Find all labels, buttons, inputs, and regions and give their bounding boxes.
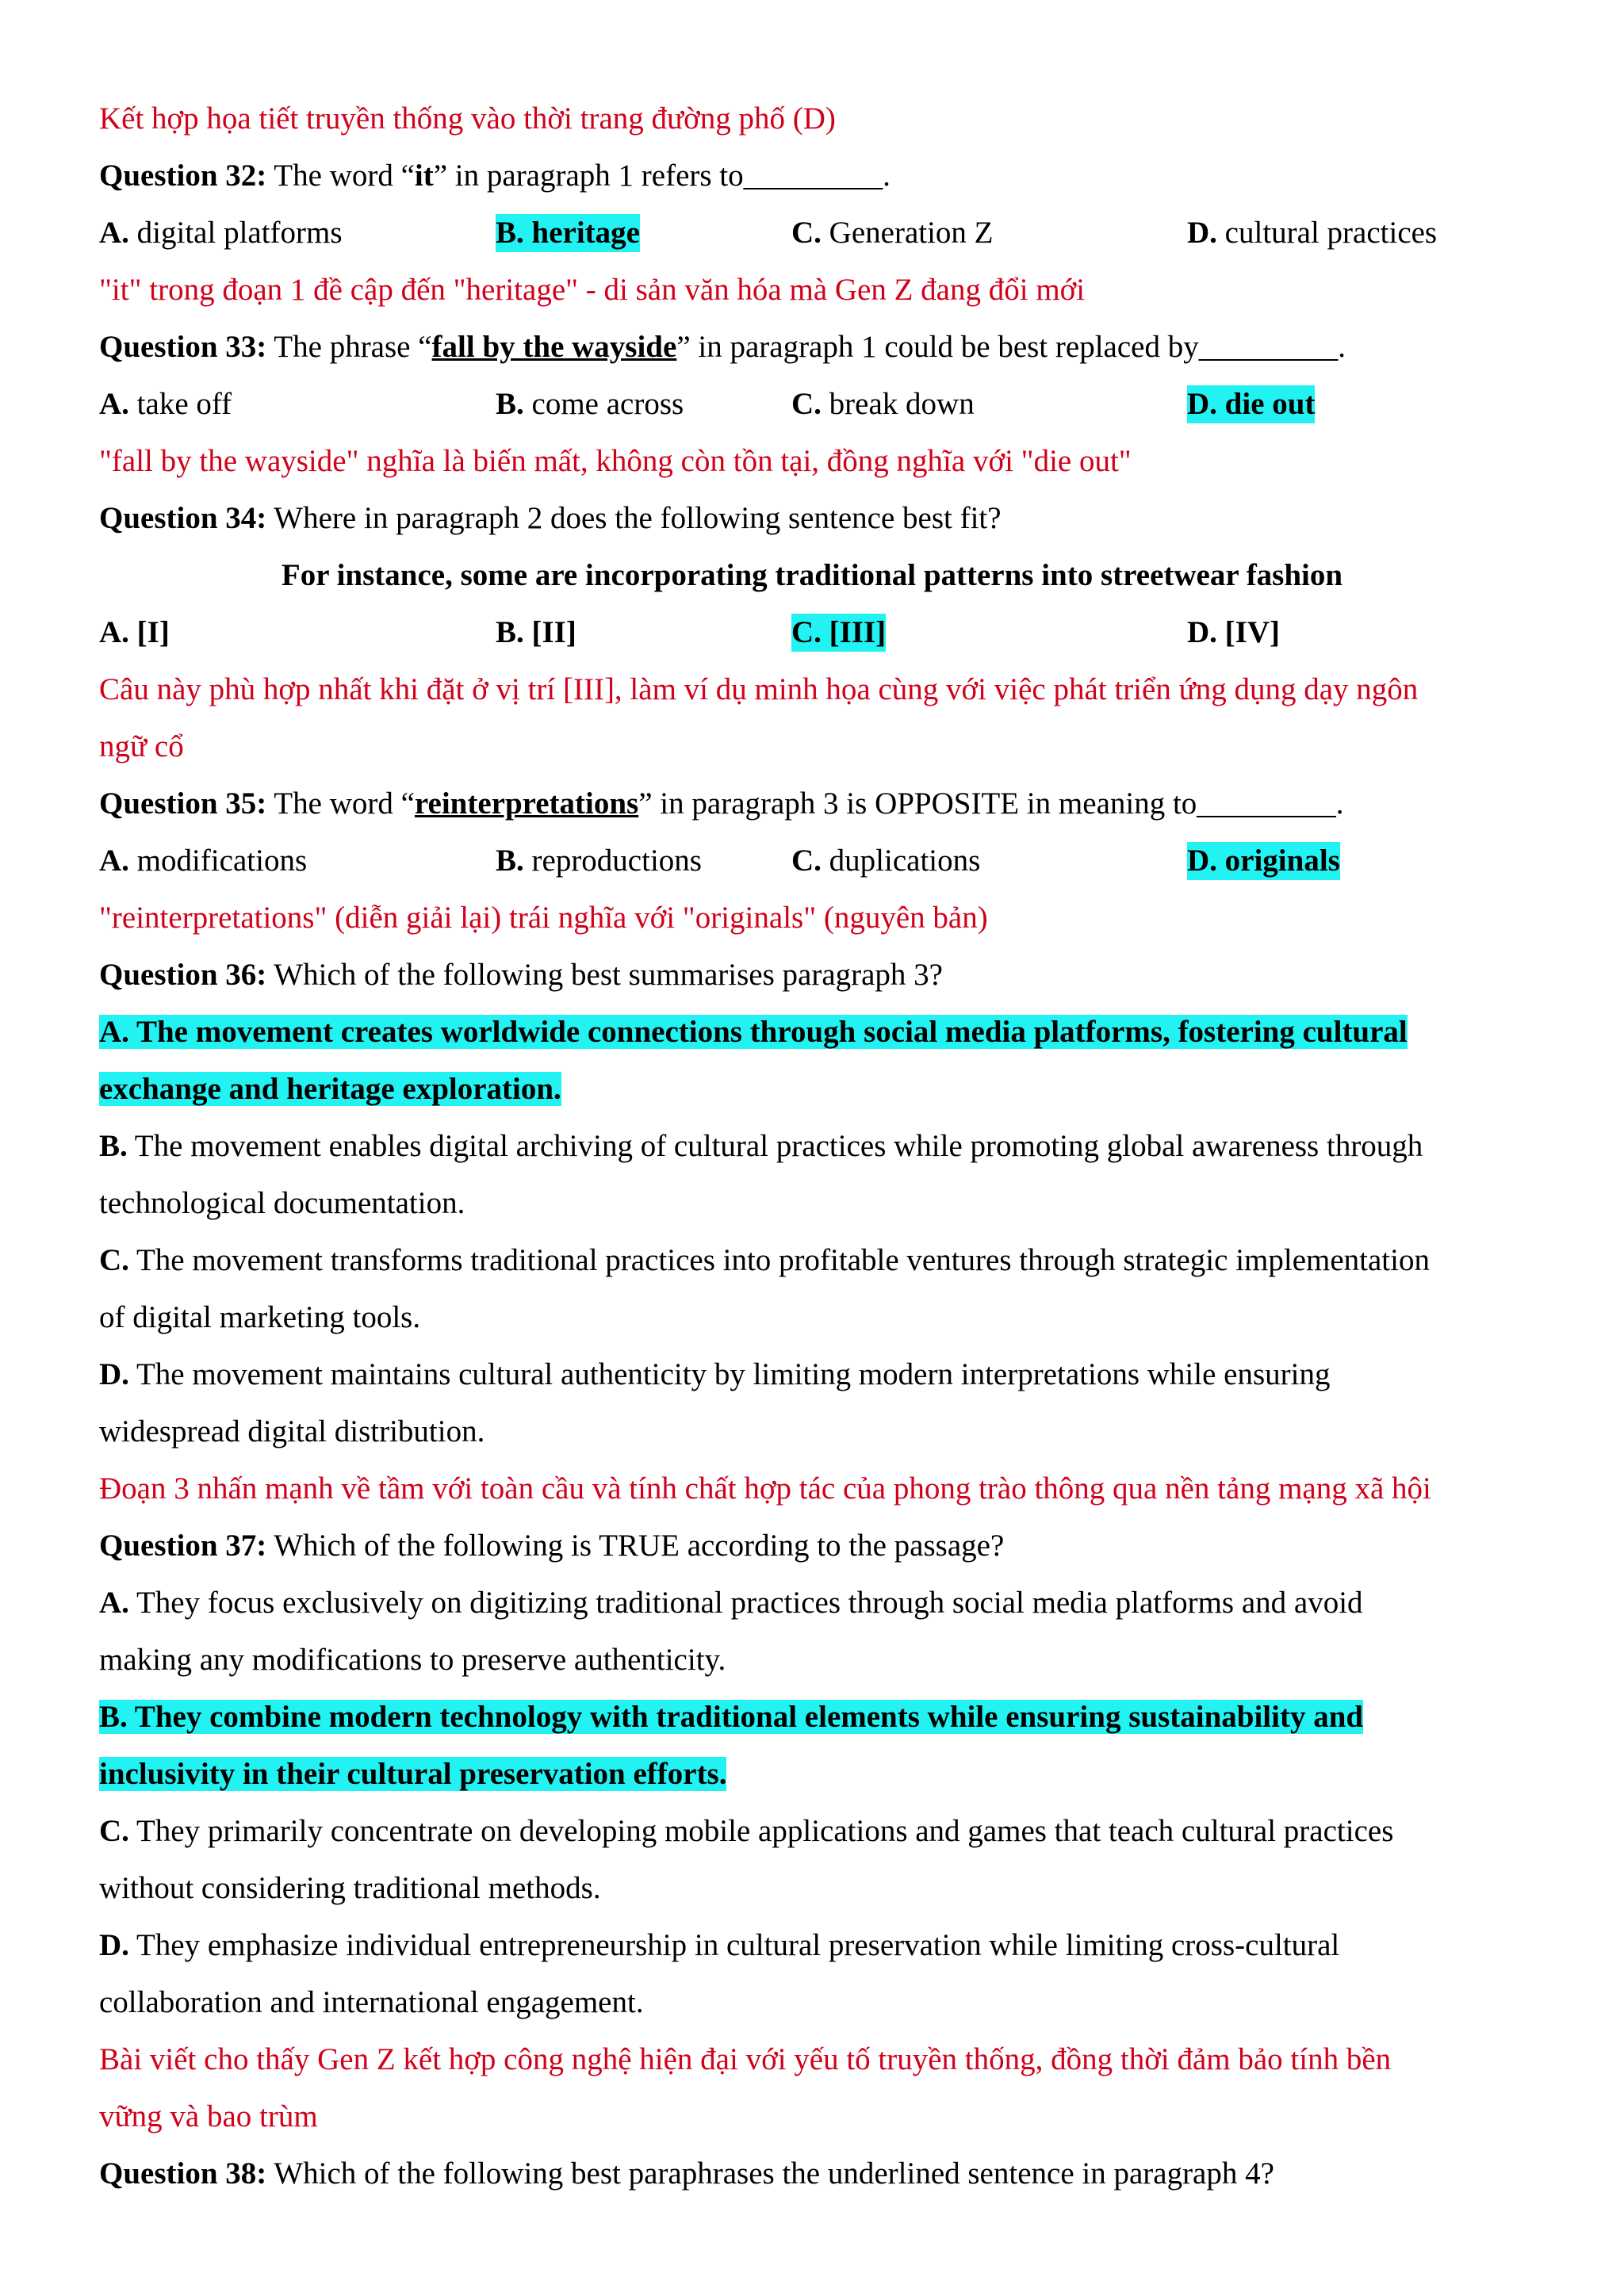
- option-c-cont: of digital marketing tools.: [99, 1300, 421, 1334]
- option-letter: D.: [99, 1928, 129, 1962]
- option-letter: A.: [99, 844, 129, 878]
- option-letter: C.: [791, 216, 822, 250]
- question-number: Question 35:: [99, 786, 267, 821]
- option-d-correct: D. originals: [1187, 842, 1340, 880]
- option-text: come across: [523, 387, 684, 421]
- option-letter: B.: [99, 1129, 128, 1163]
- option-c: [99, 1242, 1430, 1280]
- option-c: [99, 1812, 1393, 1850]
- explanation-line: ngữ cổ: [99, 729, 184, 763]
- question-34: [99, 499, 1002, 538]
- option-b-correct-cont: [99, 1755, 726, 1793]
- option-c: [791, 842, 980, 880]
- option-letter: A.: [99, 387, 129, 421]
- option-text: The movement transforms traditional practices into profitable ventures through strategic implementation: [128, 1243, 1430, 1277]
- explanation-line: vững và bao trùm: [99, 2099, 318, 2133]
- option-c: [791, 214, 994, 252]
- option-text: duplications: [821, 844, 981, 878]
- option-d: [1187, 214, 1437, 252]
- option-text: They focus exclusively on digitizing traditional practices through social media platforms and avoid: [128, 1586, 1363, 1620]
- option-a: [99, 214, 343, 252]
- option-letter: D.: [1187, 216, 1217, 250]
- option-a: [99, 842, 307, 880]
- option-d-cont: widespread digital distribution.: [99, 1414, 485, 1448]
- option-letter: D.: [99, 1357, 129, 1391]
- option-text: B. They combine modern technology with traditional elements while ensuring sustainability and: [99, 1700, 1364, 1734]
- option-text: inclusivity in their cultural preservation efforts.: [99, 1757, 727, 1791]
- explanation-line: Bài viết cho thấy Gen Z kết hợp công nghệ hiện đại với yếu tố truyền thống, đồng thời đảm bảo tính bền: [99, 2042, 1392, 2076]
- option-c: [791, 385, 975, 423]
- question-text: The word “: [266, 786, 415, 821]
- explanation-line: Kết hợp họa tiết truyền thống vào thời trang đường phố (D): [99, 101, 836, 136]
- option-text: digital platforms: [128, 216, 343, 250]
- explanation-line: Câu này phù hợp nhất khi đặt ở vị trí [III], làm ví dụ minh họa cùng với việc phát triển ứng dụng dạy ngôn: [99, 672, 1419, 706]
- question-35-options: [0, 842, 1624, 880]
- option-d-cont: collaboration and international engagement.: [99, 1985, 644, 2019]
- question-text: ” in paragraph 3 is OPPOSITE in meaning to_________.: [638, 786, 1344, 821]
- option-letter: C.: [791, 387, 822, 421]
- question-33-options: [0, 385, 1624, 423]
- question-text: Where in paragraph 2 does the following sentence best fit?: [266, 501, 1002, 535]
- option-b: [99, 1127, 1423, 1165]
- option-text: They emphasize individual entrepreneurship in cultural preservation while limiting cross-cultural: [128, 1928, 1340, 1962]
- option-d: D. [IV]: [1187, 615, 1280, 649]
- key-word: it: [414, 159, 434, 193]
- insert-sentence: For instance, some are incorporating traditional patterns into streetwear fashion: [281, 558, 1343, 592]
- underlined-word: reinterpretations: [414, 786, 639, 821]
- option-b: B. [II]: [496, 615, 576, 649]
- question-38: [99, 2155, 1274, 2193]
- option-letter: B.: [496, 387, 524, 421]
- question-text: The phrase “: [266, 330, 432, 364]
- explanation-line: "fall by the wayside" nghĩa là biến mất, không còn tồn tại, đồng nghĩa với "die out": [99, 444, 1132, 478]
- question-37: [99, 1527, 1004, 1565]
- option-b: [496, 385, 684, 423]
- option-b-correct: B. heritage: [496, 214, 640, 252]
- option-a-cont: making any modifications to preserve authenticity.: [99, 1643, 726, 1677]
- question-32-options: [0, 214, 1624, 252]
- option-letter: C.: [99, 1243, 129, 1277]
- option-a: [99, 1584, 1363, 1622]
- option-b: [496, 842, 702, 880]
- option-a: [99, 385, 232, 423]
- option-d-correct: D. die out: [1187, 385, 1315, 423]
- option-letter: B.: [496, 844, 524, 878]
- option-text: The movement maintains cultural authenticity by limiting modern interpretations while ensuring: [128, 1357, 1331, 1391]
- question-text: Which of the following best paraphrases the underlined sentence in paragraph 4?: [266, 2156, 1274, 2191]
- option-a: A. [I]: [99, 615, 170, 649]
- explanation-line: Đoạn 3 nhấn mạnh về tầm với toàn cầu và tính chất hợp tác của phong trào thông qua nền tảng mạng xã hội: [99, 1471, 1431, 1506]
- option-d: [99, 1927, 1339, 1965]
- question-33: [99, 328, 1346, 366]
- option-letter: A.: [99, 216, 129, 250]
- question-32: [99, 157, 891, 195]
- option-a-correct: [99, 1013, 1408, 1051]
- question-number: Question 38:: [99, 2156, 267, 2191]
- question-number: Question 36:: [99, 958, 267, 992]
- question-text: ” in paragraph 1 could be best replaced by_________.: [676, 330, 1346, 364]
- option-text: The movement enables digital archiving of cultural practices while promoting global awareness through: [127, 1129, 1423, 1163]
- question-text: Which of the following is TRUE according to the passage?: [266, 1529, 1005, 1563]
- option-c-cont: without considering traditional methods.: [99, 1871, 601, 1905]
- option-text: take off: [128, 387, 232, 421]
- option-text: break down: [821, 387, 975, 421]
- option-text: A. The movement creates worldwide connections through social media platforms, fostering cultural: [99, 1015, 1408, 1049]
- question-number: Question 34:: [99, 501, 267, 535]
- question-34-options: [0, 614, 1624, 652]
- question-text: The word “: [266, 159, 415, 193]
- option-text: Generation Z: [821, 216, 994, 250]
- option-text: exchange and heritage exploration.: [99, 1072, 561, 1106]
- option-c-correct: C. [III]: [791, 614, 886, 652]
- underlined-phrase: fall by the wayside: [431, 330, 677, 364]
- question-number: Question 37:: [99, 1529, 267, 1563]
- explanation-line: "reinterpretations" (diễn giải lại) trái nghĩa với "originals" (nguyên bản): [99, 901, 988, 935]
- question-number: Question 32:: [99, 159, 267, 193]
- question-text: Which of the following best summarises paragraph 3?: [266, 958, 943, 992]
- option-d: [99, 1356, 1330, 1394]
- question-36: [99, 956, 943, 994]
- option-b-cont: technological documentation.: [99, 1186, 465, 1220]
- question-number: Question 33:: [99, 330, 267, 364]
- option-a-correct-cont: [99, 1070, 561, 1108]
- option-b-correct: [99, 1698, 1363, 1736]
- option-text: reproductions: [523, 844, 702, 878]
- explanation-line: "it" trong đoạn 1 đề cập đến "heritage" - di sản văn hóa mà Gen Z đang đổi mới: [99, 273, 1086, 307]
- option-text: They primarily concentrate on developing mobile applications and games that teach cultural practices: [128, 1814, 1394, 1848]
- question-35: [99, 785, 1344, 823]
- option-text: modifications: [128, 844, 308, 878]
- option-letter: C.: [99, 1814, 129, 1848]
- option-letter: C.: [791, 844, 822, 878]
- question-text: ” in paragraph 1 refers to_________.: [433, 159, 891, 193]
- option-text: cultural practices: [1216, 216, 1438, 250]
- option-letter: A.: [99, 1586, 129, 1620]
